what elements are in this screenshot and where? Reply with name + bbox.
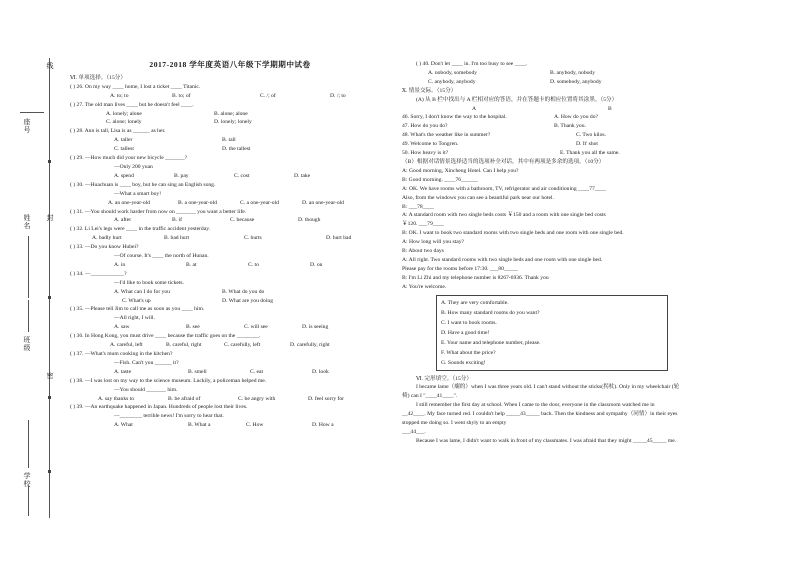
options-28b: C. tallest D. the tallest [114,146,251,153]
question-33: ( ) 33. —Do you know Hubei? [70,244,139,251]
dialogue-line: A: How long will you stay? [402,239,464,246]
question-37: ( ) 37. —What's mum cooking in the kitchen? [70,351,173,357]
question-37-reply: —Fish. Can't you ______ it? [114,359,179,366]
binding-mark-xian: 线 [46,62,54,70]
binding-label-name: 姓名 [23,214,31,230]
options-39: A. What B. What a C. How D. How a [114,422,334,429]
binding-mark-mi: 密 [46,372,54,380]
choice-item: A. They are very comfortable. [441,299,509,306]
question-40: ( ) 40. Don't let ____ in. I'm too busy to see ____. [416,61,528,67]
choice-item: E. Your name and telephone number, please. [441,339,541,346]
question-31: ( ) 31. —You should work harder from now on _______ you want a better life. [70,208,247,215]
dialogue-line: B: I'm Li Zhi and my telephone number is 8267-6936. Thank you [402,274,549,281]
cloze-line: Because I was lame, I didn't want to walk in front of my classmates. I was afraid that they might _____45_____ me. [416,437,677,444]
section-heading-cloze: Ⅵ. 完形填空。（15分） [416,375,472,382]
options-36: A. careful, left B. careful, right C. carefully, left D. carefully, right [110,342,330,349]
dialogue-line: B: Good morning. ____76______ [402,176,478,183]
dialogue-line: A: You're welcome. [402,283,447,290]
question-28: ( ) 28. Ann is tall, Lisa is as ______ as her. [70,128,166,135]
cloze-line: I became lame（瘸的）when I was three years old. I can't stand without the sticks(拐杖). Only in my wheelchair (轮 [416,384,680,391]
choice-item: B. How many standard rooms do you want? [441,309,540,316]
cloze-line: stopped me doing so. I went shyly to an empty [402,420,507,427]
options-37: A. taste B. smell C. eat D. look [114,368,329,375]
right-column [402,60,788,446]
options-38: A. say thanks to B. be afraid of C. be angry with D. feel sorry for [98,395,345,402]
section-heading-choice: Ⅵ. 单项选择。（15分） [70,74,126,81]
choice-item: F. What about the price? [441,349,496,356]
left-column [70,58,390,430]
options-34b: C. What's up D. What are you doing [122,297,274,304]
cloze-line: __42____. My face turned red. I couldn't help _____43_____ back. Then the kindness and sympathy（同情）in their eyes [402,411,678,418]
question-27: ( ) 27. The old man lives ____ but he doesn't feel ____. [70,101,194,108]
choice-item: G. Sounds exciting! [441,359,486,366]
options-40a: A. nobody, somebody B. anybody, nobody [428,69,596,76]
options-33: A. in B. at C. to D. on [114,261,323,268]
dialogue-line: A: All right. Two standard rooms with two single beds and one room with one single bed. [402,256,603,263]
exam-title: 2017-2018 学年度英语八年级下学期期中试卷 [149,60,311,69]
question-36: ( ) 36. In Hong Kong, you must drive ____ because the traffic goes on the ________. [70,333,261,340]
dialogue-line: Also, from the windows you can see a beautiful park near our hotel. [402,194,554,201]
question-33-reply: —Of course. It's ____ the north of Hunan. [114,253,209,260]
binding-label-class: 班级 [23,336,31,352]
options-27a: A. lonely; alone B. alone; alone [106,110,248,117]
options-32: A. badly hurt B. bad hurt C. hurts D. hurt bad [92,235,352,242]
dialogue-line: B: OK. I want to book two standard rooms with two single beds and one room with one single bed. [402,230,624,237]
question-39: ( ) 39. —An earthquake happened in Japan. Hundreds of people lost their lives. [70,404,248,411]
matching-row: 46. Sorry, I don't know the way to the hospital. A. How do you do? [402,114,598,121]
binding-label-school: 学校 [23,472,31,488]
choice-item: D. Have a good time! [441,329,490,336]
options-27b: C. alone; lonely D. lonely; lonely [106,119,252,126]
options-34a: A. What can I do for you B. What do you do [114,288,265,295]
cloze-line: 椅) can I "____41____". [402,393,458,400]
options-30: A. an one-year-old B. a one-year-old C. a one-year-old D. an one-year-old [108,199,344,206]
question-29: ( ) 29. —How much did your new bicycle _______? [70,155,188,162]
question-38-reply: —You should _______ him. [114,386,178,393]
dialogue-line: B: ___78____ [402,203,434,210]
dialogue-line: Please pay for the rooms before 17:30. ___80_____ [402,265,518,272]
binding-margin [0,0,66,561]
question-29-reply: —Only 200 yuan [114,163,153,170]
cloze-line: ___44___. [402,429,426,435]
options-28a: A. taller B. tall [114,137,236,144]
question-26: ( ) 26. On my way ____ home, I lost a ticket ____ Titanic. [70,83,201,90]
matching-row: 47. How do you do? B. Thank you. [402,123,586,130]
question-35: ( ) 35. —Please tell Jim to call me as soon as you ____ him. [70,306,205,313]
part-a-instruction: (A) 从 B 栏中找出与 A 栏相对应的答语，并在答题卡的相应位置将其涂黑。（5分） [416,96,618,103]
question-34-reply: —I'd like to book some tickets. [114,279,184,286]
dialogue-line: ￥120. ___79____ [402,221,444,228]
dialogue-line: B: About two days [402,248,444,255]
matching-row: 49. Welcome to Tongren. D. It' shot [402,141,598,148]
section-heading-dialogue: Ⅹ. 情景交际。（15分） [402,87,457,94]
matching-row: 48. What's the weather like in summer? C. Two kilos. [402,132,606,139]
binding-label-seat: 座号 [23,118,31,134]
matching-header: A B [472,105,612,112]
question-30: ( ) 30. —Huachuan is ____ boy, but he can sing an English song. [70,181,216,188]
question-35-reply: —All right, I will. [114,315,155,322]
choice-item: C. I want to book rooms. [441,319,497,326]
matching-row: 50. How heavy is it? E. Thank you all the same. [402,150,620,157]
dialogue-line: A: Good morning, Xincheng Hotel. Can I help you? [402,167,519,174]
binding-mark-feng: 封 [46,214,54,222]
binding-line [49,58,50,518]
options-29: A. spend B. pay C. cost D. take [114,172,311,179]
cloze-line: I still remember the first day at school. When I came to the door, everyone in the classroom watched me in [416,402,655,409]
answer-choices-box [436,295,668,371]
question-32: ( ) 32. Li Lei's legs were ____ in the traffic accident yesterday. [70,226,211,233]
question-38: ( ) 38. —I was lost on my way to the science museum. Luckily, a policeman helped me. [70,377,267,384]
question-39-reply: —________ terrible news! I'm sorry to hear that. [114,413,224,420]
dialogue-line: A: OK. We have rooms with a bathroom, TV, refrigerator and air conditioning ____77____ [402,185,606,192]
question-34: ( ) 34. —____________? [70,270,127,277]
options-40b: C. anybody, anybody D. somebody, anybody [428,78,602,85]
dialogue-line: A: A standard room with two single beds costs ￥150 and a room with one single bed costs [402,212,606,219]
options-26: A. to; to B. to; of C. /; of D. /; to [110,92,346,99]
options-35: A. saw B. see C. will see D. is seeing [114,324,329,331]
part-b-instruction: （B）根据对话情景选择适当的选项补全对话，其中有两项是多余的选项。（10分） [402,158,605,165]
options-31: A. after B. if C. because D. though [114,217,321,224]
question-30-reply: —What a smart boy! [114,190,162,197]
